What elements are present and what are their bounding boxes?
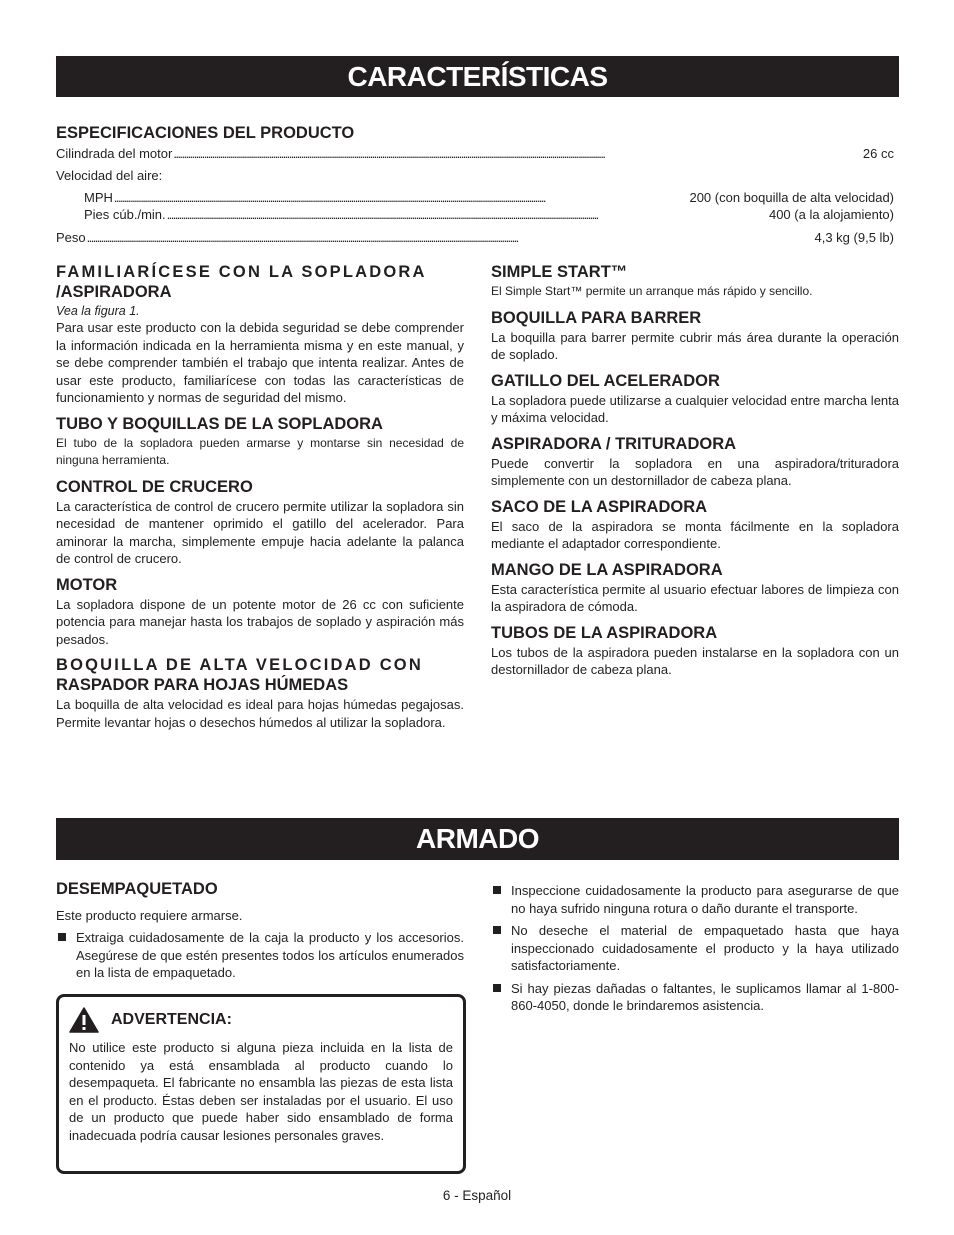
features-right-column	[491, 263, 899, 687]
spec-row-pies	[56, 206, 894, 223]
section-familiarizese	[56, 263, 464, 407]
section-aspiradora-trituradora	[491, 435, 899, 490]
section-simple-start	[491, 263, 899, 301]
spec-label: Peso	[56, 230, 86, 245]
leader-dots	[87, 229, 814, 246]
leader-dots	[173, 145, 862, 162]
square-bullet-icon	[491, 922, 511, 975]
section-tubo-boquillas	[56, 415, 464, 470]
section-body: La sopladora puede utilizarse a cualquier velocidad entre marcha lenta y máxima velocidad.	[491, 392, 899, 425]
spec-label: Pies cúb./min.	[84, 207, 166, 222]
section-heading-cont: RASPADOR PARA HOJAS HÚMEDAS	[56, 676, 349, 694]
figure-reference: Vea la figura 1.	[56, 304, 140, 318]
section-heading: BOQUILLA PARA BARRER	[491, 308, 702, 327]
warning-triangle-icon	[69, 1007, 99, 1033]
section-body: La boquilla de alta velocidad es ideal para hojas húmedas pegajosas. Permite levantar hojas o desechos húmedos al utilizar la sopladora.	[56, 697, 464, 730]
section-heading: TUBOS DE LA ASPIRADORA	[491, 623, 718, 642]
square-bullet-icon	[491, 882, 511, 917]
section-body: Puede convertir la sopladora en una aspiradora/trituradora simplemente con un destornillador de cabeza plana.	[491, 455, 899, 488]
section-heading: MANGO DE LA ASPIRADORA	[491, 560, 723, 579]
section-heading: CONTROL DE CRUCERO	[56, 477, 253, 496]
section-gatillo-acelerador	[491, 372, 899, 427]
bullet-text: No deseche el material de empaquetado hasta que haya inspeccionado cuidadosamente el producto y la haya utilizado satisfactoriamente.	[511, 923, 899, 973]
section-mango-aspiradora	[491, 561, 899, 616]
warning-box	[56, 994, 466, 1174]
square-bullet-icon	[491, 980, 511, 1015]
bullet-text: Extraiga cuidadosamente de la caja la producto y los accesorios. Asegúrese de que estén presentes todos los artículos enumerados en la lista de empaquetado.	[76, 930, 464, 980]
section-heading: ASPIRADORA / TRITURADORA	[491, 434, 737, 453]
section-banner-caracteristicas: CARACTERÍSTICAS	[56, 56, 899, 97]
section-boquilla-barrer	[491, 309, 899, 364]
specs-heading: ESPECIFICACIONES DEL PRODUCTO	[56, 124, 355, 142]
armado-left-column	[56, 880, 464, 987]
section-body: La sopladora dispone de un potente motor de 26 cc con suficiente potencia para manejar hasta los trabajos de soplado y aspiración más pesados.	[56, 596, 464, 647]
section-body: El saco de la aspiradora se monta fácilmente en la sopladora mediante el adaptador correspondiente.	[491, 518, 899, 551]
bullet-text: Si hay piezas dañadas o faltantes, le suplicamos llamar al 1-800-860-4050, donde le brindaremos asistencia.	[511, 980, 899, 1013]
section-body: Esta característica permite al usuario efectuar labores de limpieza con la aspiradora de cómoda.	[491, 581, 899, 614]
section-saco-aspiradora	[491, 498, 899, 553]
section-heading-cont: /ASPIRADORA	[56, 283, 172, 301]
desempaquetado-heading: DESEMPAQUETADO	[56, 880, 218, 898]
section-control-crucero	[56, 478, 464, 568]
armado-intro: Este producto requiere armarse.	[56, 908, 243, 923]
features-left-column	[56, 263, 464, 739]
bullet-item	[491, 882, 899, 917]
section-body: La característica de control de crucero permite utilizar la sopladora sin necesidad de mantener oprimido el gatillo del acelerador. Para aminorar la marcha, simplemente empuje hacia adelante la palanca de control de crucero.	[56, 498, 464, 566]
spec-row-peso	[56, 229, 894, 246]
spec-row-mph	[56, 189, 894, 206]
section-heading: BOQUILLA DE ALTA VELOCIDAD CON	[56, 656, 423, 674]
section-heading: SACO DE LA ASPIRADORA	[491, 497, 708, 516]
warning-title: ADVERTENCIA:	[111, 1011, 232, 1028]
spec-value: 400 (a la alojamiento)	[768, 207, 894, 222]
section-body: El Simple Start™ permite un arranque más rápido y sencillo.	[491, 284, 813, 298]
section-banner-armado: ARMADO	[56, 818, 899, 860]
leader-dots	[114, 189, 689, 206]
spec-label-velocidad: Velocidad del aire:	[56, 168, 163, 183]
warning-body: No utilice este producto si alguna pieza incluida en la lista de contenido ya está ensamblada al producto cuando lo desempaqueta. El fabricante no ensambla las piezas de esta lista en el producto. Éstas deben ser instaladas por el usuario. El uso de un producto que puede haber sido ensamblado de forma inadecuada podría causar lesiones personales graves.	[69, 1040, 453, 1143]
page-footer: 6 - Español	[442, 1188, 512, 1203]
warning-header	[69, 1007, 453, 1033]
section-body: Para usar este producto con la debida seguridad se debe comprender la información indicada en la herramienta misma y en este manual, y se debe comprender también el trabajo que intenta realizar. Antes de usar este producto, familiarícese con todas las características de funcionamiento y normas de seguridad del mismo.	[56, 320, 464, 405]
section-body: La boquilla para barrer permite cubrir más área durante la operación de soplado.	[491, 329, 899, 362]
section-heading: SIMPLE START™	[491, 263, 628, 281]
bullet-item	[491, 980, 899, 1015]
product-specifications	[56, 124, 894, 246]
bullet-text: Inspeccione cuidadosamente la producto para asegurarse de que no haya sufrido ninguna rotura o daño durante el transporte.	[511, 883, 899, 916]
bullet-item	[491, 922, 899, 975]
section-boquilla-alta-velocidad	[56, 656, 464, 731]
section-body: El tubo de la sopladora pueden armarse y montarse sin necesidad de ninguna herramienta.	[56, 435, 464, 467]
spec-value: 200 (con boquilla de alta velocidad)	[689, 190, 894, 205]
section-tubos-aspiradora	[491, 624, 899, 679]
section-heading: GATILLO DEL ACELERADOR	[491, 371, 720, 390]
section-body: Los tubos de la aspiradora pueden instalarse en la sopladora con un destornillador de cabeza plana.	[491, 644, 899, 677]
armado-right-column	[491, 882, 899, 1020]
section-motor	[56, 576, 464, 649]
spec-label: Cilindrada del motor	[56, 146, 173, 161]
leader-dots	[167, 206, 768, 223]
section-heading: MOTOR	[56, 575, 118, 594]
spec-value: 26 cc	[862, 146, 894, 161]
spec-label: MPH	[84, 190, 113, 205]
section-heading: FAMILIARÍCESE CON LA SOPLADORA	[56, 263, 427, 281]
bullet-item	[56, 929, 464, 982]
square-bullet-icon	[56, 929, 76, 982]
spec-row-cilindrada	[56, 145, 894, 162]
section-heading: TUBO Y BOQUILLAS DE LA SOPLADORA	[56, 414, 383, 433]
spec-value: 4,3 kg (9,5 lb)	[814, 230, 894, 245]
